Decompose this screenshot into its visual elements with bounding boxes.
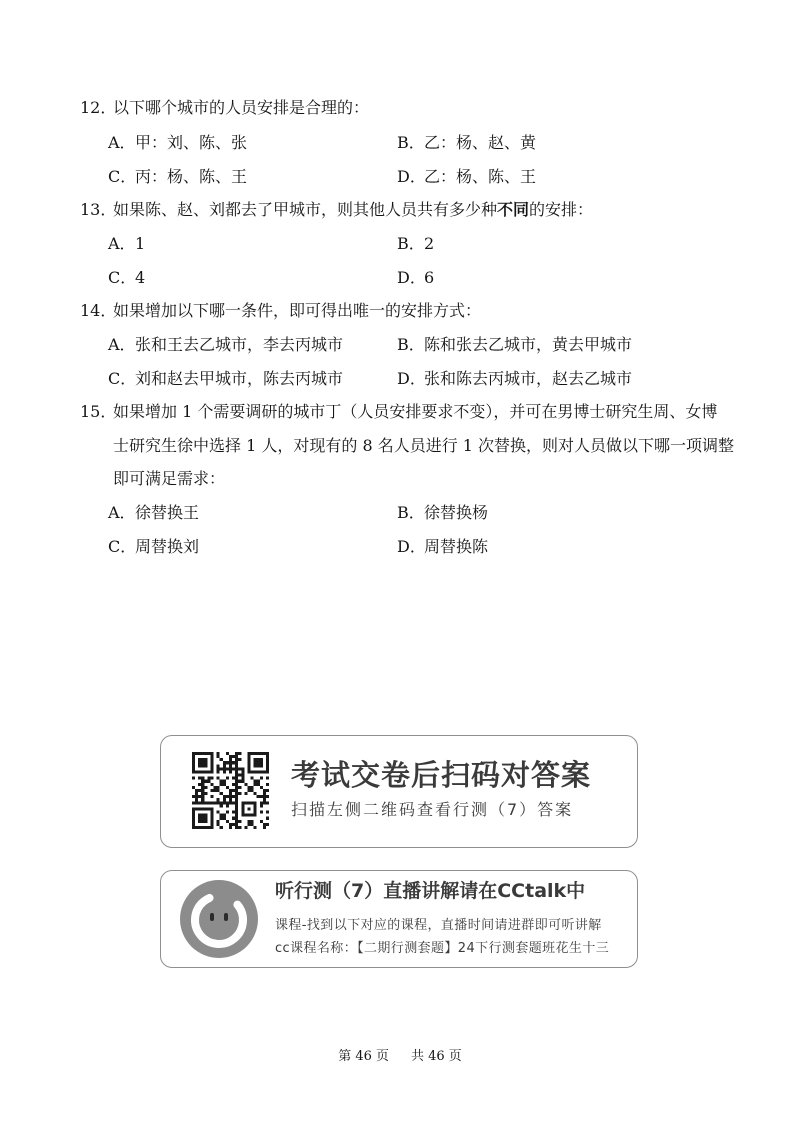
cctalk-logo-icon <box>179 879 259 959</box>
logo-eye-left <box>210 913 214 921</box>
option-c <box>108 167 247 187</box>
option-text: 张和陈去丙城市，赵去乙城市 <box>424 369 633 388</box>
option-text: 乙：杨、陈、王 <box>424 167 537 186</box>
option-label: D． <box>397 537 426 556</box>
option-text: 徐替换王 <box>135 503 200 522</box>
option-label: A． <box>108 133 136 152</box>
option-label: D． <box>397 268 426 287</box>
option-text: 2 <box>424 234 435 253</box>
question-13 <box>80 200 593 220</box>
option-label: D． <box>397 369 426 388</box>
option-label: A． <box>108 234 136 253</box>
live-banner-title: 听行测（7）直播讲解请在CCtalk中 <box>275 880 586 902</box>
option-c <box>108 537 199 557</box>
option-text: 6 <box>424 268 435 287</box>
option-a <box>108 503 199 523</box>
question-number: 14． <box>80 301 117 320</box>
option-text: 陈和张去乙城市，黄去甲城市 <box>424 335 633 354</box>
question-number: 12． <box>80 98 117 117</box>
option-text: 甲：刘、陈、张 <box>135 133 248 152</box>
option-text: 1 <box>135 234 146 253</box>
option-label: B． <box>397 503 425 522</box>
option-text: 4 <box>135 268 146 287</box>
option-label: D． <box>397 167 426 186</box>
option-b <box>397 503 488 523</box>
question-text-line-2: 士研究生徐中选择 1 人，对现有的 8 名人员进行 1 次替换，则对人员做以下哪一项调整 <box>113 436 735 455</box>
option-text: 张和王去乙城市，李去丙城市 <box>135 335 344 354</box>
option-label: C． <box>108 537 137 556</box>
page-number-total: 共 46 页 <box>411 1049 462 1064</box>
live-banner-course-name: cc课程名称：【二期行测套题】24下行测套题班花生十三 <box>275 941 610 956</box>
option-label: B． <box>397 335 425 354</box>
option-b <box>397 335 632 355</box>
option-d <box>397 268 434 288</box>
option-a <box>108 234 145 254</box>
option-label: C． <box>108 369 137 388</box>
option-text: 乙：杨、赵、黄 <box>424 133 537 152</box>
qr-finder-bottom-left <box>192 807 214 829</box>
option-label: C． <box>108 268 137 287</box>
option-b <box>397 234 434 254</box>
question-text: 如果陈、赵、刘都去了甲城市，则其他人员共有多少种 <box>113 200 498 219</box>
page-footer <box>0 1048 800 1066</box>
option-d <box>397 537 488 557</box>
live-banner-instructions: 课程-找到以下对应的课程，直播时间请进群即可听讲解 <box>275 918 602 933</box>
question-number: 13． <box>80 200 117 219</box>
question-text: 如果增加以下哪一条件，即可得出唯一的安排方式： <box>113 301 482 320</box>
option-b <box>397 133 536 153</box>
option-text: 周替换刘 <box>135 537 200 556</box>
logo-eye-right <box>224 913 228 921</box>
question-text-line-1: 如果增加 1 个需要调研的城市丁（人员安排要求不变），并可在男博士研究生周、女博 <box>113 402 718 421</box>
question-14 <box>80 301 481 321</box>
question-text-emphasis: 不同 <box>497 200 530 219</box>
question-15 <box>80 402 717 422</box>
option-d <box>397 167 536 187</box>
question-text: 以下哪个城市的人员安排是合理的： <box>113 98 370 117</box>
option-label: B． <box>397 133 425 152</box>
page-number-current: 第 46 页 <box>338 1049 389 1064</box>
question-12 <box>80 98 369 118</box>
option-text: 刘和赵去甲城市，陈去丙城市 <box>135 369 344 388</box>
option-text: 丙：杨、陈、王 <box>135 167 248 186</box>
option-d <box>397 369 632 389</box>
option-c <box>108 268 145 288</box>
question-text-line-3: 即可满足需求： <box>113 469 226 488</box>
option-label: B． <box>397 234 425 253</box>
question-number: 15． <box>80 402 117 421</box>
live-lecture-banner <box>160 870 638 968</box>
scan-answer-banner <box>160 735 638 848</box>
option-text: 周替换陈 <box>424 537 489 556</box>
option-label: A． <box>108 335 136 354</box>
qr-code <box>192 752 269 829</box>
scan-banner-title: 考试交卷后扫码对答案 <box>291 758 592 792</box>
qr-alignment <box>241 801 256 816</box>
question-text: 的安排： <box>529 200 594 219</box>
qr-finder-top-left <box>192 752 214 774</box>
option-label: C． <box>108 167 137 186</box>
option-label: A． <box>108 503 136 522</box>
option-a <box>108 335 343 355</box>
option-text: 徐替换杨 <box>424 503 489 522</box>
option-a <box>108 133 247 153</box>
option-c <box>108 369 343 389</box>
scan-banner-subtitle: 扫描左侧二维码查看行测（7）答案 <box>291 800 574 819</box>
qr-finder-top-right <box>247 752 269 774</box>
